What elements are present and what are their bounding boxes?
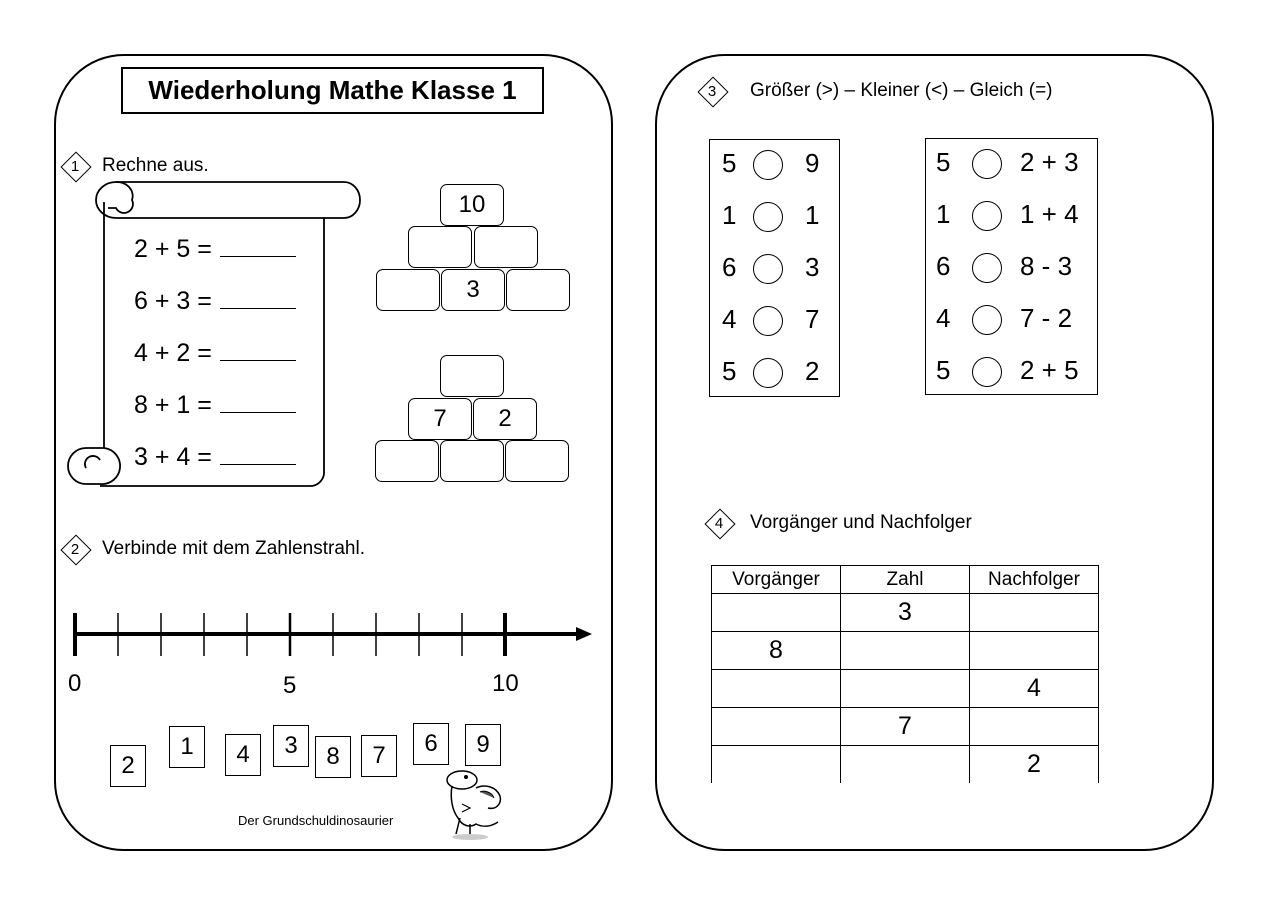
compare-circle[interactable]	[972, 201, 1002, 231]
number-card[interactable]: 2	[110, 745, 146, 787]
pyramid-1-middle-2[interactable]	[474, 226, 538, 268]
equation-3: 4 + 2 =	[134, 338, 296, 368]
answer-line[interactable]	[220, 442, 296, 465]
compare-row: 6 3	[722, 252, 820, 282]
table-cell[interactable]	[712, 670, 841, 708]
column-header-successor: Nachfolger	[970, 566, 1099, 594]
dinosaur-logo-icon	[440, 768, 510, 842]
pyramid-1-bottom-1[interactable]	[376, 269, 440, 311]
table-header-row	[712, 566, 1099, 594]
number-line-label-5: 5	[283, 672, 297, 699]
table-cell[interactable]	[841, 632, 970, 670]
number-card[interactable]: 6	[413, 723, 449, 765]
pyramid-1-middle-1[interactable]	[408, 226, 472, 268]
compare-row: 6 8 - 3	[936, 251, 1073, 281]
compare-row: 1 1 + 4	[936, 199, 1079, 229]
task-2-label: Verbinde mit dem Zahlenstrahl.	[102, 538, 365, 559]
answer-line[interactable]	[220, 234, 296, 257]
column-header-number: Zahl	[841, 566, 970, 594]
compare-circle[interactable]	[753, 150, 783, 180]
number-card[interactable]: 4	[225, 734, 261, 776]
table-cell[interactable]: 3	[841, 594, 970, 632]
compare-box-simple	[709, 139, 840, 397]
table-cell[interactable]	[712, 708, 841, 746]
compare-row: 5 9	[722, 148, 820, 178]
number-line-label-0: 0	[68, 670, 82, 697]
compare-row: 4 7 - 2	[936, 303, 1073, 333]
compare-circle[interactable]	[972, 253, 1002, 283]
answer-line[interactable]	[220, 338, 296, 361]
compare-circle[interactable]	[972, 357, 1002, 387]
task-2-number-icon: 2	[62, 536, 88, 562]
table-cell[interactable]	[712, 746, 841, 784]
task-3-number-icon: 3	[699, 78, 725, 104]
table-cell[interactable]	[970, 708, 1099, 746]
table-row	[712, 670, 1099, 708]
number-card[interactable]: 9	[465, 724, 501, 766]
task-4-label: Vorgänger und Nachfolger	[750, 512, 972, 533]
pyramid-1-top[interactable]: 10	[440, 184, 504, 226]
compare-circle[interactable]	[972, 305, 1002, 335]
table-cell[interactable]	[970, 594, 1099, 632]
answer-line[interactable]	[220, 286, 296, 309]
equation-2: 6 + 3 =	[134, 286, 296, 316]
table-cell[interactable]	[841, 670, 970, 708]
pyramid-2-middle-2[interactable]: 2	[473, 398, 537, 440]
compare-circle[interactable]	[753, 202, 783, 232]
compare-box-expressions	[925, 138, 1098, 395]
compare-circle[interactable]	[753, 306, 783, 336]
compare-row: 5 2 + 3	[936, 147, 1079, 177]
compare-circle[interactable]	[753, 254, 783, 284]
number-card[interactable]: 8	[315, 736, 351, 778]
answer-line[interactable]	[220, 390, 296, 413]
table-row	[712, 594, 1099, 632]
task-1-number-icon: 1	[62, 153, 88, 179]
predecessor-successor-table	[711, 565, 1099, 783]
compare-row: 4 7	[722, 304, 820, 334]
number-card[interactable]: 1	[169, 726, 205, 768]
task-3-label: Größer (>) – Kleiner (<) – Gleich (=)	[750, 80, 1053, 101]
number-card[interactable]: 7	[361, 735, 397, 777]
table-cell[interactable]: 2	[970, 746, 1099, 784]
pyramid-2-middle-1[interactable]: 7	[408, 398, 472, 440]
compare-circle[interactable]	[972, 149, 1002, 179]
number-line-label-10: 10	[492, 670, 519, 697]
pyramid-2-bottom-2[interactable]	[440, 440, 504, 482]
table-row	[712, 708, 1099, 746]
compare-row: 5 2 + 5	[936, 355, 1079, 385]
pyramid-1-bottom-2[interactable]: 3	[441, 269, 505, 311]
table-cell[interactable]	[970, 632, 1099, 670]
table-row	[712, 746, 1099, 784]
table-cell[interactable]: 7	[841, 708, 970, 746]
table-cell[interactable]: 4	[970, 670, 1099, 708]
number-line	[66, 605, 596, 665]
table-row	[712, 632, 1099, 670]
pyramid-2-bottom-3[interactable]	[505, 440, 569, 482]
table-cell[interactable]: 8	[712, 632, 841, 670]
compare-row: 5 2	[722, 356, 820, 386]
equation-5: 3 + 4 =	[134, 442, 296, 472]
equation-1: 2 + 5 =	[134, 234, 296, 264]
table-cell[interactable]	[712, 594, 841, 632]
pyramid-2-bottom-1[interactable]	[375, 440, 439, 482]
equation-4: 8 + 1 =	[134, 390, 296, 420]
footer-credit: Der Grundschuldinosaurier	[238, 813, 394, 828]
task-4-number-icon: 4	[706, 510, 732, 536]
task-1-label: Rechne aus.	[102, 155, 209, 176]
worksheet-title: Wiederholung Mathe Klasse 1	[121, 67, 544, 114]
table-cell[interactable]	[841, 746, 970, 784]
number-card[interactable]: 3	[273, 725, 309, 767]
column-header-predecessor: Vorgänger	[712, 566, 841, 594]
compare-circle[interactable]	[753, 358, 783, 388]
compare-row: 1 1	[722, 200, 820, 230]
pyramid-2-top[interactable]	[440, 355, 504, 397]
pyramid-1-bottom-3[interactable]	[506, 269, 570, 311]
